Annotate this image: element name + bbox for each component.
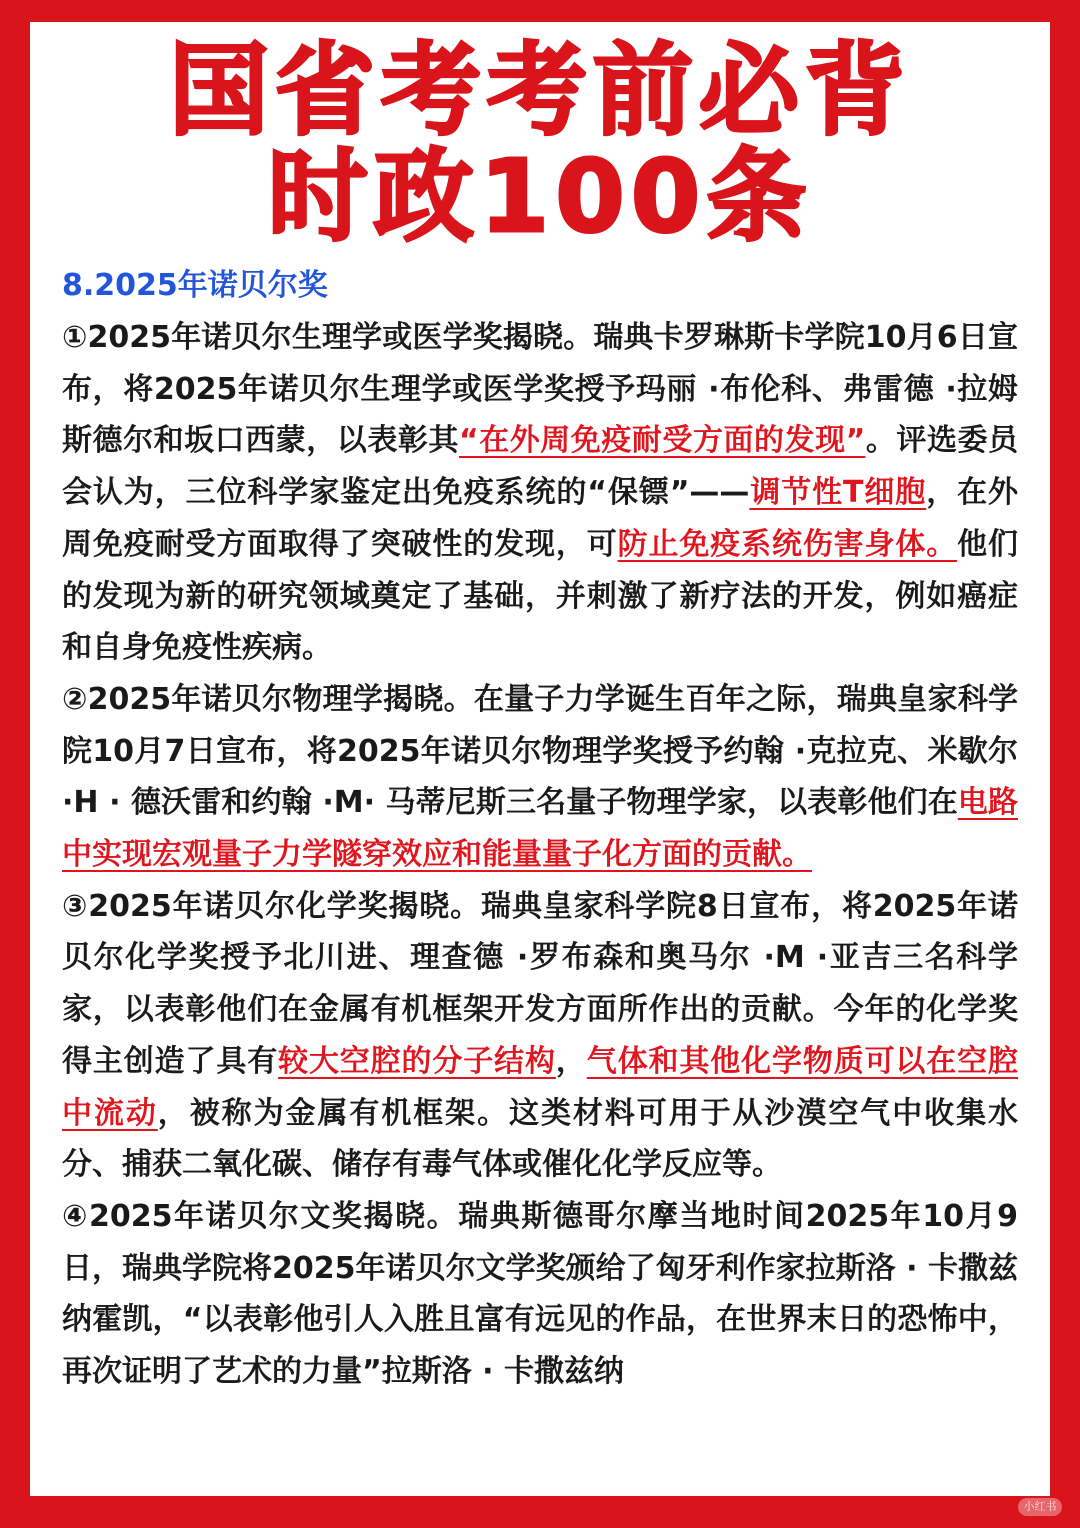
text: ①2025年诺贝尔生理学或医学奖揭晓。瑞典卡罗琳斯卡学院10月6日宣布，将2025年诺贝尔生理学或医学奖授予玛丽 ·布伦科、弗雷德 ·拉姆斯德尔和坂口西蒙，以表彰其	[62, 320, 1018, 459]
highlight-text: 气体和其他化学物质可以在空腔中流动	[62, 1043, 1019, 1131]
text: ③2025年诺贝尔化学奖揭晓。瑞典皇家科学院8日宣布，将2025年诺贝尔化学奖授予北川进、理查德 ·罗布森和奥马尔 ·M ·亚吉三名科学家，以表彰他们在金属有机框架开发方面所作出的贡献。今年的化学奖得主创造了具有	[62, 888, 1018, 1079]
text: ④2025年诺贝尔文奖揭晓。瑞典斯德哥尔摩当地时间2025年10月9日，瑞典学院将2025年诺贝尔文学奖颁给了匈牙利作家拉斯洛 · 卡撒兹纳霍凯，“以表彰他引人入胜且富有远见的作品，在世界末日的恐怖中，再次证明了艺术的力量”拉斯洛 · 卡撒兹纳	[62, 1198, 1018, 1390]
section-heading: 8.2025年诺贝尔奖	[62, 268, 328, 303]
highlight-text: 防止免疫系统伤害身体。	[617, 526, 958, 562]
highlight-text: 电路中实现宏观量子力学隧穿效应和能量量子化方面的贡献。	[62, 785, 1018, 873]
highlight-text: “在外周免疫耐受方面的发现”	[458, 423, 866, 459]
text: ，在外周免疫耐受方面取得了突破性的发现，可	[62, 475, 1019, 562]
paragraph-chemistry	[62, 881, 1018, 1191]
text: ，被称为金属有机框架。这类材料可用于从沙漠空气中收集水分、捕获二氧化碳、储存有毒气体或催化化学反应等。	[62, 1095, 1019, 1183]
article-body	[62, 312, 1018, 1398]
highlight-text: 调节性T细胞	[749, 475, 927, 511]
text: ，	[555, 1043, 587, 1079]
text: ②2025年诺贝尔物理学揭晓。在量子力学诞生百年之际，瑞典皇家科学院10月7日宣布，将2025年诺贝尔物理学奖授予约翰 ·克拉克、米歇尔 ·H · 德沃雷和约翰 ·M· 马蒂尼斯三名量子物理学家，以表彰他们在	[62, 681, 1018, 821]
paragraph-medicine	[62, 312, 1018, 674]
text: 。评选委员会认为，三位科学家鉴定出免疫系统的“保镖”——	[62, 423, 1019, 511]
paragraph-literature	[62, 1191, 1018, 1398]
title-line-1: 国省考考前必背	[169, 32, 911, 149]
paragraph-physics	[62, 674, 1018, 881]
title-line-2: 时政100条	[267, 138, 813, 255]
text: 他们的发现为新的研究领域奠定了基础，并刺激了新疗法的开发，例如癌症和自身免疫性疾病。	[62, 526, 1019, 666]
content-card	[30, 22, 1050, 1496]
highlight-text: 较大空腔的分子结构	[278, 1043, 556, 1079]
watermark: 小红书	[1018, 1498, 1062, 1516]
page-title	[30, 32, 1050, 255]
